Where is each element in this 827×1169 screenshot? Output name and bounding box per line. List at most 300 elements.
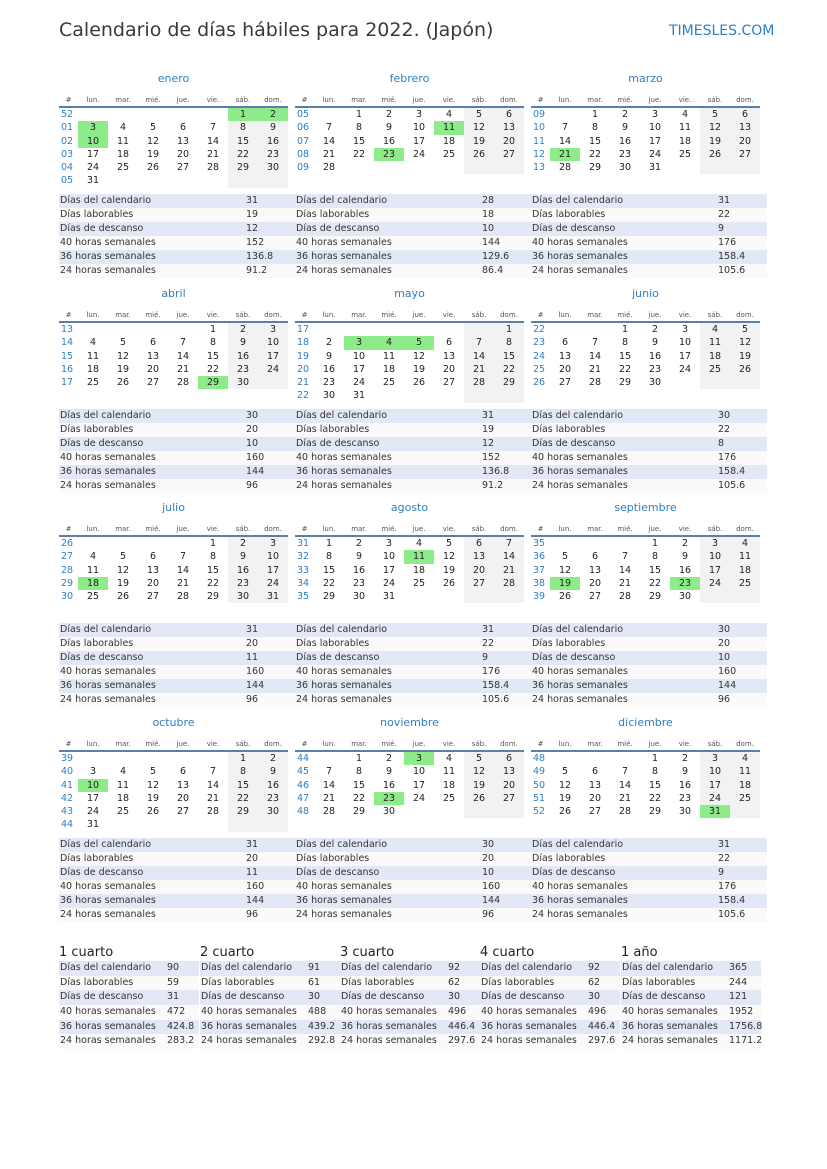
day-cell[interactable]: 23 bbox=[228, 363, 258, 376]
day-cell[interactable]: 8 bbox=[209, 551, 217, 563]
day-cell[interactable]: 23 bbox=[678, 792, 692, 804]
day-cell[interactable]: 3 bbox=[415, 109, 423, 120]
day-cell[interactable]: 22 bbox=[648, 577, 662, 589]
day-cell[interactable]: 25 bbox=[86, 377, 100, 389]
day-cell[interactable]: 23 bbox=[228, 577, 258, 590]
day-cell[interactable]: 6 bbox=[494, 752, 524, 765]
day-cell[interactable]: 4 bbox=[681, 109, 689, 120]
day-cell[interactable]: 1 bbox=[355, 109, 363, 120]
day-cell[interactable]: 4 bbox=[415, 538, 423, 549]
day-cell[interactable]: 6 bbox=[149, 337, 157, 349]
day-cell[interactable]: 24 bbox=[258, 577, 288, 590]
day-cell[interactable]: 24 bbox=[648, 148, 662, 160]
day-cell[interactable]: 2 bbox=[228, 323, 258, 336]
day-cell[interactable]: 5 bbox=[445, 538, 453, 549]
day-cell[interactable]: 10 bbox=[352, 350, 366, 362]
day-cell[interactable]: 19 bbox=[146, 792, 160, 804]
day-cell[interactable]: 30 bbox=[322, 390, 336, 402]
day-cell[interactable]: 12 bbox=[558, 564, 572, 576]
day-cell[interactable]: 14 bbox=[494, 550, 524, 563]
day-cell[interactable]: 21 bbox=[206, 148, 220, 160]
day-cell[interactable]: 20 bbox=[146, 363, 160, 375]
day-cell[interactable]: 24 bbox=[412, 148, 426, 160]
day-cell[interactable]: 6 bbox=[445, 337, 453, 349]
day-cell[interactable]: 5 bbox=[464, 752, 494, 765]
day-cell[interactable]: 24 bbox=[678, 363, 692, 375]
day-cell[interactable]: 1 bbox=[209, 538, 217, 549]
day-cell[interactable]: 29 bbox=[228, 805, 258, 818]
day-cell[interactable]: 13 bbox=[146, 350, 160, 362]
day-cell[interactable]: 2 bbox=[228, 537, 258, 550]
day-cell[interactable]: 12 bbox=[464, 765, 494, 778]
day-cell[interactable]: 20 bbox=[494, 135, 524, 148]
day-cell[interactable]: 26 bbox=[146, 806, 160, 818]
day-cell[interactable]: 2 bbox=[651, 324, 659, 335]
day-cell[interactable]: 8 bbox=[228, 765, 258, 778]
day-cell[interactable]: 14 bbox=[322, 135, 336, 147]
day-cell[interactable]: 24 bbox=[382, 577, 396, 589]
day-cell[interactable]: 24 bbox=[700, 792, 730, 805]
day-cell[interactable]: 1 bbox=[228, 752, 258, 765]
day-cell[interactable]: 16 bbox=[258, 135, 288, 148]
day-cell[interactable]: 26 bbox=[146, 162, 160, 174]
day-cell[interactable]: 27 bbox=[176, 162, 190, 174]
day-cell[interactable]: 28 bbox=[618, 591, 632, 603]
day-cell[interactable]: 23 bbox=[648, 363, 662, 375]
day-cell[interactable]: 4 bbox=[374, 336, 404, 349]
day-cell[interactable]: 22 bbox=[228, 148, 258, 161]
day-cell[interactable]: 11 bbox=[86, 350, 100, 362]
day-cell[interactable]: 18 bbox=[116, 792, 130, 804]
day-cell[interactable]: 28 bbox=[322, 806, 336, 818]
day-cell[interactable]: 3 bbox=[681, 324, 689, 335]
day-cell[interactable]: 21 bbox=[588, 363, 602, 375]
day-cell[interactable]: 18 bbox=[86, 363, 100, 375]
day-cell[interactable]: 14 bbox=[176, 564, 190, 576]
day-cell[interactable]: 1 bbox=[355, 753, 363, 764]
day-cell[interactable]: 5 bbox=[149, 766, 157, 778]
day-cell[interactable]: 20 bbox=[176, 792, 190, 804]
day-cell[interactable]: 7 bbox=[621, 766, 629, 778]
day-cell[interactable]: 19 bbox=[700, 135, 730, 148]
day-cell[interactable]: 1 bbox=[591, 109, 599, 120]
day-cell[interactable]: 9 bbox=[228, 336, 258, 349]
day-cell[interactable]: 18 bbox=[730, 564, 760, 577]
day-cell[interactable]: 11 bbox=[116, 779, 130, 791]
day-cell[interactable]: 22 bbox=[618, 363, 632, 375]
day-cell[interactable]: 30 bbox=[648, 377, 662, 389]
day-cell[interactable]: 21 bbox=[494, 564, 524, 577]
day-cell[interactable]: 5 bbox=[561, 551, 569, 563]
day-cell[interactable]: 25 bbox=[678, 148, 692, 160]
day-cell[interactable]: 24 bbox=[412, 792, 426, 804]
day-cell[interactable]: 6 bbox=[464, 537, 494, 550]
day-cell[interactable]: 25 bbox=[442, 792, 456, 804]
day-cell[interactable]: 22 bbox=[322, 577, 336, 589]
day-cell[interactable]: 25 bbox=[116, 806, 130, 818]
day-cell[interactable]: 28 bbox=[588, 377, 602, 389]
day-cell[interactable]: 4 bbox=[730, 537, 760, 550]
day-cell[interactable]: 22 bbox=[494, 363, 524, 376]
brand-link[interactable]: TIMESLES.COM bbox=[669, 23, 775, 39]
day-cell[interactable]: 18 bbox=[730, 779, 760, 792]
day-cell[interactable]: 22 bbox=[648, 792, 662, 804]
day-cell[interactable]: 18 bbox=[442, 779, 456, 791]
day-cell[interactable]: 5 bbox=[404, 336, 434, 349]
day-cell[interactable]: 22 bbox=[588, 148, 602, 160]
day-cell[interactable]: 21 bbox=[464, 363, 494, 376]
day-cell[interactable]: 31 bbox=[86, 819, 100, 831]
day-cell[interactable]: 8 bbox=[228, 121, 258, 134]
day-cell[interactable]: 14 bbox=[618, 779, 632, 791]
day-cell[interactable]: 11 bbox=[434, 121, 464, 134]
day-cell[interactable]: 20 bbox=[494, 779, 524, 792]
day-cell[interactable]: 28 bbox=[464, 376, 494, 389]
day-cell[interactable]: 17 bbox=[86, 148, 100, 160]
day-cell[interactable]: 11 bbox=[700, 336, 730, 349]
day-cell[interactable]: 4 bbox=[445, 753, 453, 764]
day-cell[interactable]: 17 bbox=[352, 363, 366, 375]
day-cell[interactable]: 19 bbox=[558, 792, 572, 804]
day-cell[interactable]: 16 bbox=[258, 779, 288, 792]
day-cell[interactable]: 31 bbox=[352, 390, 366, 402]
day-cell[interactable]: 8 bbox=[621, 337, 629, 349]
day-cell[interactable]: 11 bbox=[442, 766, 456, 778]
day-cell[interactable]: 7 bbox=[464, 336, 494, 349]
day-cell[interactable]: 3 bbox=[404, 752, 434, 765]
day-cell[interactable]: 13 bbox=[494, 765, 524, 778]
day-cell[interactable]: 16 bbox=[382, 135, 396, 147]
day-cell[interactable]: 31 bbox=[258, 590, 288, 603]
day-cell[interactable]: 17 bbox=[382, 564, 396, 576]
day-cell[interactable]: 31 bbox=[86, 175, 100, 187]
day-cell[interactable]: 26 bbox=[116, 591, 130, 603]
day-cell[interactable]: 18 bbox=[78, 577, 108, 590]
day-cell[interactable]: 28 bbox=[558, 162, 572, 174]
day-cell[interactable]: 18 bbox=[116, 148, 130, 160]
day-cell[interactable]: 14 bbox=[464, 350, 494, 363]
day-cell[interactable]: 18 bbox=[442, 135, 456, 147]
day-cell[interactable]: 2 bbox=[385, 753, 393, 764]
day-cell[interactable]: 11 bbox=[382, 350, 396, 362]
day-cell[interactable]: 20 bbox=[730, 135, 760, 148]
day-cell[interactable]: 20 bbox=[464, 564, 494, 577]
day-cell[interactable]: 21 bbox=[322, 148, 336, 160]
day-cell[interactable]: 5 bbox=[700, 108, 730, 121]
day-cell[interactable]: 12 bbox=[700, 121, 730, 134]
day-cell[interactable]: 10 bbox=[258, 550, 288, 563]
day-cell[interactable]: 17 bbox=[648, 135, 662, 147]
day-cell[interactable]: 15 bbox=[322, 564, 336, 576]
day-cell[interactable]: 18 bbox=[678, 135, 692, 147]
day-cell[interactable]: 9 bbox=[325, 350, 333, 362]
day-cell[interactable]: 14 bbox=[322, 779, 336, 791]
day-cell[interactable]: 5 bbox=[730, 323, 760, 336]
day-cell[interactable]: 12 bbox=[730, 336, 760, 349]
day-cell[interactable]: 20 bbox=[176, 148, 190, 160]
day-cell[interactable]: 21 bbox=[550, 148, 580, 161]
day-cell[interactable]: 6 bbox=[179, 766, 187, 778]
day-cell[interactable]: 24 bbox=[86, 806, 100, 818]
day-cell[interactable]: 13 bbox=[558, 350, 572, 362]
day-cell[interactable]: 26 bbox=[464, 148, 494, 161]
day-cell[interactable]: 10 bbox=[78, 779, 108, 792]
day-cell[interactable]: 11 bbox=[404, 550, 434, 563]
day-cell[interactable]: 19 bbox=[464, 779, 494, 792]
day-cell[interactable]: 1 bbox=[651, 753, 659, 764]
day-cell[interactable]: 23 bbox=[258, 148, 288, 161]
day-cell[interactable]: 26 bbox=[442, 577, 456, 589]
day-cell[interactable]: 25 bbox=[116, 162, 130, 174]
day-cell[interactable]: 10 bbox=[678, 337, 692, 349]
day-cell[interactable]: 28 bbox=[322, 162, 336, 174]
day-cell[interactable]: 4 bbox=[730, 752, 760, 765]
day-cell[interactable]: 29 bbox=[198, 376, 228, 389]
day-cell[interactable]: 4 bbox=[89, 551, 97, 563]
day-cell[interactable]: 26 bbox=[558, 591, 572, 603]
day-cell[interactable]: 16 bbox=[678, 564, 692, 576]
day-cell[interactable]: 9 bbox=[228, 550, 258, 563]
day-cell[interactable]: 3 bbox=[651, 109, 659, 120]
day-cell[interactable]: 12 bbox=[558, 779, 572, 791]
day-cell[interactable]: 3 bbox=[89, 766, 97, 778]
day-cell[interactable]: 26 bbox=[558, 806, 572, 818]
day-cell[interactable]: 25 bbox=[86, 591, 100, 603]
day-cell[interactable]: 25 bbox=[700, 363, 730, 376]
day-cell[interactable]: 11 bbox=[678, 122, 692, 134]
day-cell[interactable]: 18 bbox=[382, 363, 396, 375]
day-cell[interactable]: 19 bbox=[116, 577, 130, 589]
day-cell[interactable]: 4 bbox=[445, 109, 453, 120]
day-cell[interactable]: 2 bbox=[258, 752, 288, 765]
day-cell[interactable]: 7 bbox=[179, 551, 187, 563]
day-cell[interactable]: 25 bbox=[442, 148, 456, 160]
day-cell[interactable]: 19 bbox=[550, 577, 580, 590]
day-cell[interactable]: 2 bbox=[325, 337, 333, 349]
day-cell[interactable]: 29 bbox=[322, 591, 336, 603]
day-cell[interactable]: 8 bbox=[325, 551, 333, 563]
day-cell[interactable]: 8 bbox=[355, 122, 363, 134]
day-cell[interactable]: 23 bbox=[618, 148, 632, 160]
day-cell[interactable]: 29 bbox=[648, 806, 662, 818]
day-cell[interactable]: 15 bbox=[228, 135, 258, 148]
day-cell[interactable]: 20 bbox=[558, 363, 572, 375]
day-cell[interactable]: 27 bbox=[442, 377, 456, 389]
day-cell[interactable]: 26 bbox=[464, 792, 494, 805]
day-cell[interactable]: 26 bbox=[730, 363, 760, 376]
day-cell[interactable]: 10 bbox=[412, 766, 426, 778]
day-cell[interactable]: 1 bbox=[228, 108, 258, 121]
day-cell[interactable]: 22 bbox=[206, 363, 220, 375]
day-cell[interactable]: 12 bbox=[116, 350, 130, 362]
day-cell[interactable]: 6 bbox=[179, 122, 187, 134]
day-cell[interactable]: 17 bbox=[678, 350, 692, 362]
day-cell[interactable]: 30 bbox=[352, 591, 366, 603]
day-cell[interactable]: 27 bbox=[730, 148, 760, 161]
day-cell[interactable]: 28 bbox=[206, 162, 220, 174]
day-cell[interactable]: 14 bbox=[618, 564, 632, 576]
day-cell[interactable]: 30 bbox=[228, 590, 258, 603]
day-cell[interactable]: 1 bbox=[651, 538, 659, 549]
day-cell[interactable]: 12 bbox=[146, 135, 160, 147]
day-cell[interactable]: 16 bbox=[228, 564, 258, 577]
day-cell[interactable]: 15 bbox=[494, 350, 524, 363]
day-cell[interactable]: 4 bbox=[119, 766, 127, 778]
day-cell[interactable]: 26 bbox=[412, 377, 426, 389]
day-cell[interactable]: 2 bbox=[355, 538, 363, 549]
day-cell[interactable]: 17 bbox=[86, 792, 100, 804]
day-cell[interactable]: 7 bbox=[621, 551, 629, 563]
day-cell[interactable]: 3 bbox=[78, 121, 108, 134]
day-cell[interactable]: 9 bbox=[258, 765, 288, 778]
day-cell[interactable]: 29 bbox=[228, 161, 258, 174]
day-cell[interactable]: 6 bbox=[149, 551, 157, 563]
day-cell[interactable]: 4 bbox=[119, 122, 127, 134]
day-cell[interactable]: 25 bbox=[730, 792, 760, 805]
day-cell[interactable]: 11 bbox=[730, 765, 760, 778]
day-cell[interactable]: 13 bbox=[730, 121, 760, 134]
day-cell[interactable]: 28 bbox=[176, 377, 190, 389]
day-cell[interactable]: 22 bbox=[352, 792, 366, 804]
day-cell[interactable]: 28 bbox=[494, 577, 524, 590]
day-cell[interactable]: 20 bbox=[146, 577, 160, 589]
day-cell[interactable]: 8 bbox=[651, 551, 659, 563]
day-cell[interactable]: 30 bbox=[258, 161, 288, 174]
day-cell[interactable]: 14 bbox=[206, 135, 220, 147]
day-cell[interactable]: 8 bbox=[591, 122, 599, 134]
day-cell[interactable]: 11 bbox=[86, 564, 100, 576]
day-cell[interactable]: 14 bbox=[206, 779, 220, 791]
day-cell[interactable]: 10 bbox=[78, 135, 108, 148]
day-cell[interactable]: 15 bbox=[206, 350, 220, 362]
day-cell[interactable]: 23 bbox=[258, 792, 288, 805]
day-cell[interactable]: 3 bbox=[344, 336, 374, 349]
day-cell[interactable]: 24 bbox=[700, 577, 730, 590]
day-cell[interactable]: 30 bbox=[228, 376, 258, 389]
day-cell[interactable]: 19 bbox=[442, 564, 456, 576]
day-cell[interactable]: 27 bbox=[494, 792, 524, 805]
day-cell[interactable]: 9 bbox=[258, 121, 288, 134]
day-cell[interactable]: 12 bbox=[442, 551, 456, 563]
day-cell[interactable]: 23 bbox=[670, 577, 700, 590]
day-cell[interactable]: 10 bbox=[258, 336, 288, 349]
day-cell[interactable]: 30 bbox=[382, 806, 396, 818]
day-cell[interactable]: 7 bbox=[325, 122, 333, 134]
day-cell[interactable]: 7 bbox=[561, 122, 569, 134]
day-cell[interactable]: 13 bbox=[442, 350, 456, 362]
day-cell[interactable]: 3 bbox=[700, 537, 730, 550]
day-cell[interactable]: 7 bbox=[494, 537, 524, 550]
day-cell[interactable]: 16 bbox=[228, 350, 258, 363]
day-cell[interactable]: 5 bbox=[149, 122, 157, 134]
day-cell[interactable]: 12 bbox=[116, 564, 130, 576]
day-cell[interactable]: 17 bbox=[700, 779, 730, 792]
day-cell[interactable]: 9 bbox=[681, 766, 689, 778]
day-cell[interactable]: 9 bbox=[651, 337, 659, 349]
day-cell[interactable]: 29 bbox=[206, 591, 220, 603]
day-cell[interactable]: 17 bbox=[700, 564, 730, 577]
day-cell[interactable]: 21 bbox=[618, 792, 632, 804]
day-cell[interactable]: 3 bbox=[258, 323, 288, 336]
day-cell[interactable]: 3 bbox=[385, 538, 393, 549]
day-cell[interactable]: 23 bbox=[374, 148, 404, 161]
day-cell[interactable]: 14 bbox=[588, 350, 602, 362]
day-cell[interactable]: 4 bbox=[700, 323, 730, 336]
day-cell[interactable]: 16 bbox=[322, 363, 336, 375]
day-cell[interactable]: 7 bbox=[179, 337, 187, 349]
day-cell[interactable]: 26 bbox=[116, 377, 130, 389]
day-cell[interactable]: 25 bbox=[412, 577, 426, 589]
day-cell[interactable]: 5 bbox=[561, 766, 569, 778]
day-cell[interactable]: 19 bbox=[730, 350, 760, 363]
day-cell[interactable]: 10 bbox=[412, 122, 426, 134]
day-cell[interactable]: 27 bbox=[176, 806, 190, 818]
day-cell[interactable]: 2 bbox=[681, 753, 689, 764]
day-cell[interactable]: 5 bbox=[119, 337, 127, 349]
day-cell[interactable]: 19 bbox=[412, 363, 426, 375]
day-cell[interactable]: 6 bbox=[591, 551, 599, 563]
day-cell[interactable]: 5 bbox=[119, 551, 127, 563]
day-cell[interactable]: 21 bbox=[322, 792, 336, 804]
day-cell[interactable]: 10 bbox=[382, 551, 396, 563]
day-cell[interactable]: 15 bbox=[648, 564, 662, 576]
day-cell[interactable]: 24 bbox=[352, 377, 366, 389]
day-cell[interactable]: 29 bbox=[352, 806, 366, 818]
day-cell[interactable]: 2 bbox=[258, 108, 288, 121]
day-cell[interactable]: 23 bbox=[374, 792, 404, 805]
day-cell[interactable]: 27 bbox=[588, 806, 602, 818]
day-cell[interactable]: 6 bbox=[561, 337, 569, 349]
day-cell[interactable]: 16 bbox=[352, 564, 366, 576]
day-cell[interactable]: 21 bbox=[176, 577, 190, 589]
day-cell[interactable]: 20 bbox=[588, 792, 602, 804]
day-cell[interactable]: 17 bbox=[258, 350, 288, 363]
day-cell[interactable]: 15 bbox=[228, 779, 258, 792]
day-cell[interactable]: 31 bbox=[382, 591, 396, 603]
day-cell[interactable]: 13 bbox=[588, 779, 602, 791]
day-cell[interactable]: 5 bbox=[464, 108, 494, 121]
day-cell[interactable]: 1 bbox=[494, 323, 524, 336]
day-cell[interactable]: 8 bbox=[209, 337, 217, 349]
day-cell[interactable]: 28 bbox=[176, 591, 190, 603]
day-cell[interactable]: 18 bbox=[412, 564, 426, 576]
day-cell[interactable]: 2 bbox=[385, 109, 393, 120]
day-cell[interactable]: 7 bbox=[591, 337, 599, 349]
day-cell[interactable]: 19 bbox=[116, 363, 130, 375]
day-cell[interactable]: 19 bbox=[464, 135, 494, 148]
day-cell[interactable]: 31 bbox=[700, 805, 730, 818]
day-cell[interactable]: 13 bbox=[176, 135, 190, 147]
day-cell[interactable]: 9 bbox=[385, 122, 393, 134]
day-cell[interactable]: 7 bbox=[209, 766, 217, 778]
day-cell[interactable]: 27 bbox=[494, 148, 524, 161]
day-cell[interactable]: 11 bbox=[116, 135, 130, 147]
day-cell[interactable]: 17 bbox=[258, 564, 288, 577]
day-cell[interactable]: 30 bbox=[678, 806, 692, 818]
day-cell[interactable]: 6 bbox=[494, 108, 524, 121]
day-cell[interactable]: 11 bbox=[730, 550, 760, 563]
day-cell[interactable]: 6 bbox=[591, 766, 599, 778]
day-cell[interactable]: 9 bbox=[385, 766, 393, 778]
day-cell[interactable]: 15 bbox=[206, 564, 220, 576]
day-cell[interactable]: 27 bbox=[146, 591, 160, 603]
day-cell[interactable]: 21 bbox=[206, 792, 220, 804]
day-cell[interactable]: 1 bbox=[209, 324, 217, 335]
day-cell[interactable]: 15 bbox=[588, 135, 602, 147]
day-cell[interactable]: 30 bbox=[618, 162, 632, 174]
day-cell[interactable]: 14 bbox=[558, 135, 572, 147]
day-cell[interactable]: 8 bbox=[651, 766, 659, 778]
